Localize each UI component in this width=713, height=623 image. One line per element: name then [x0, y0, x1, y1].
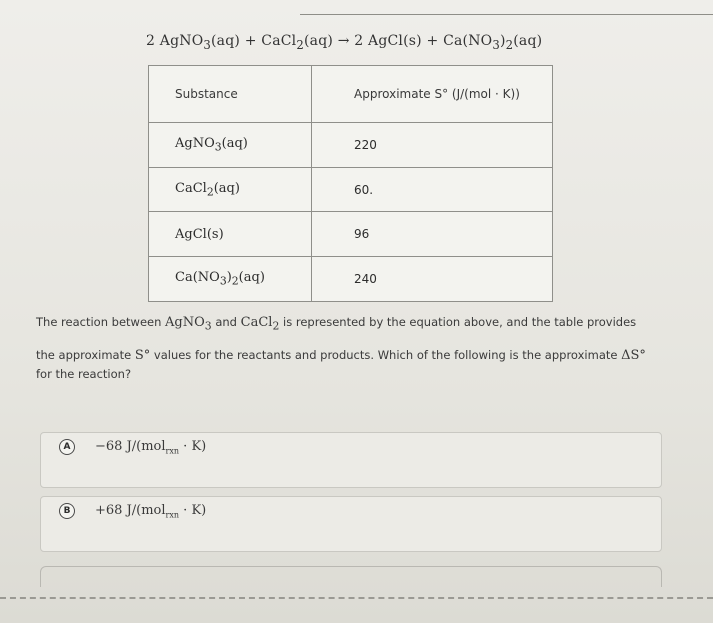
paren: ): [499, 33, 506, 49]
entropy-value: 220: [312, 122, 553, 167]
option-value: −68 J/(mol: [95, 439, 166, 454]
table-header-row: [149, 66, 553, 123]
entropy-symbol: S°: [134, 347, 151, 363]
table-row: [149, 167, 553, 212]
subscript: 3: [492, 37, 500, 52]
formula-agcl: AgCl: [368, 33, 404, 49]
coefficient: 2: [146, 33, 156, 49]
subscript: 2: [296, 37, 304, 52]
subscript: 3: [203, 37, 211, 52]
formula: AgNO: [165, 315, 205, 330]
question-line: for the reaction?: [36, 366, 132, 381]
formula: Ca(NO: [175, 270, 220, 286]
option-letter-b: B: [59, 503, 75, 519]
header-substance: Substance: [149, 66, 312, 123]
subscript: 2: [272, 319, 280, 333]
subscript: 2: [505, 37, 514, 52]
entropy-value: 96: [312, 212, 553, 257]
prompt-text: the approximate: [36, 347, 132, 362]
subscript: 3: [204, 319, 212, 333]
plus-sign: +: [426, 33, 439, 49]
prompt-text: and: [215, 315, 237, 329]
option-value: +68 J/(mol: [95, 503, 166, 518]
reaction-equation: [146, 33, 606, 52]
table-row: [149, 212, 553, 257]
question-line: [36, 310, 676, 339]
answer-option-partial[interactable]: [40, 566, 662, 587]
entropy-table: [148, 65, 553, 302]
state-label: (s): [206, 226, 224, 242]
dashed-divider: [0, 597, 713, 599]
table-row: [149, 122, 553, 167]
subscript: 2: [206, 185, 214, 199]
substance-cell: [149, 257, 312, 302]
subscript: rxn: [165, 446, 180, 456]
subscript: 2: [231, 274, 239, 288]
formula-agno3: AgNO: [159, 33, 204, 49]
answer-option-a[interactable]: [40, 432, 662, 488]
option-letter-a: A: [59, 439, 75, 455]
entropy-value: 240: [312, 257, 553, 302]
state-label: (aq): [221, 135, 248, 151]
prompt-text: The reaction between: [36, 315, 162, 329]
subscript: 3: [214, 140, 222, 154]
formula: AgCl: [175, 226, 207, 242]
header-entropy: Approximate S° (J/(mol · K)): [312, 66, 553, 123]
formula: CaCl: [175, 180, 207, 196]
option-text: [95, 439, 206, 456]
subscript: 3: [219, 274, 227, 288]
reaction-arrow: →: [337, 33, 350, 49]
answer-option-b[interactable]: [40, 496, 662, 552]
option-unit: · K): [179, 439, 207, 454]
table-row: [149, 257, 553, 302]
state-label: (s): [403, 33, 422, 49]
prompt-text: values for the reactants and products. Which of the following is the approximate: [153, 347, 618, 362]
inline-formula: [165, 315, 212, 333]
plus-sign: +: [244, 33, 257, 49]
formula: AgNO: [175, 135, 215, 151]
formula: CaCl: [240, 315, 273, 330]
delta-entropy-symbol: ΔS°: [621, 347, 646, 363]
substance-cell: [149, 167, 312, 212]
state-label: (aq): [238, 270, 265, 286]
top-rule: [300, 14, 713, 15]
formula-cacl2: CaCl: [261, 33, 297, 49]
state-label: (aq): [211, 33, 241, 49]
state-label: (aq): [303, 33, 334, 49]
option-unit: · K): [179, 503, 207, 518]
state-label: (aq): [213, 180, 240, 196]
question-prompt: [36, 310, 676, 386]
formula-cano32: Ca(NO: [443, 33, 493, 49]
subscript: rxn: [165, 510, 180, 520]
paren: ): [226, 270, 232, 286]
substance-cell: [149, 212, 312, 257]
coefficient: 2: [354, 33, 364, 49]
state-label: (aq): [513, 33, 543, 49]
option-text: [95, 503, 206, 520]
inline-formula: [240, 315, 280, 333]
question-line: [36, 343, 676, 368]
substance-cell: [149, 122, 312, 167]
entropy-value: 60.: [312, 167, 553, 212]
prompt-text: is represented by the equation above, and the table provides: [283, 315, 637, 329]
